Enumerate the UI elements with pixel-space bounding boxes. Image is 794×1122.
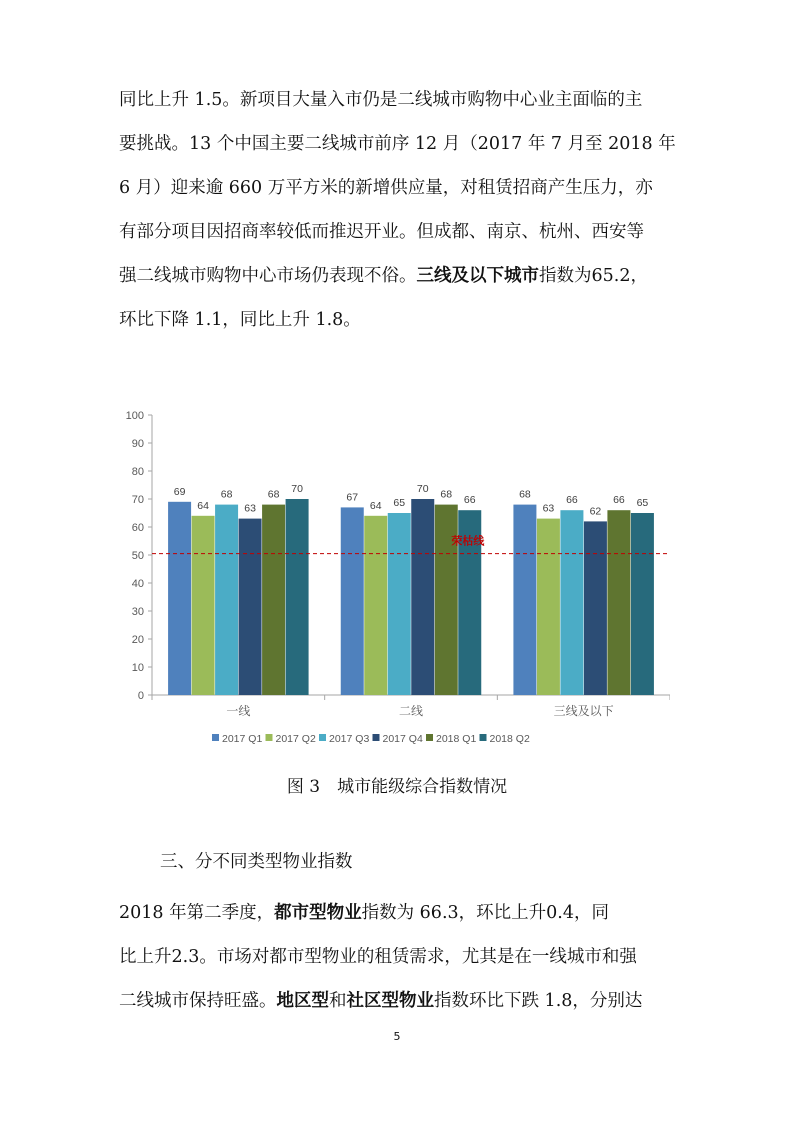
data-label: 63: [542, 502, 555, 515]
city-tier-index-chart: [110, 400, 670, 760]
text-run: 和: [329, 991, 347, 1011]
bar: [537, 519, 560, 695]
text-run: 指数为65.2，: [539, 266, 648, 286]
section-heading: 三、分不同类型物业指数: [160, 852, 353, 872]
paragraph-line: 环比下降 1.1，同比上升 1.8。: [119, 310, 361, 330]
text-run: 2018 年第二季度，: [119, 903, 275, 923]
paragraph-line: 6 月）迎来逾 660 万平方米的新增供应量，对租赁招商产生压力，亦: [119, 178, 653, 198]
legend-swatch: [266, 734, 273, 741]
text-run: 指数环比下跌 1.8，分别达: [434, 991, 643, 1011]
legend-label: 2018 Q2: [489, 733, 530, 745]
text-run: 强二线城市购物中心市场仍表现不俗。: [119, 266, 417, 286]
y-tick-label: 70: [131, 494, 144, 506]
data-label: 68: [267, 488, 280, 501]
data-label: 67: [346, 491, 359, 504]
legend-swatch: [480, 734, 487, 741]
data-label: 62: [589, 505, 602, 518]
bar: [513, 505, 536, 695]
data-label: 68: [519, 488, 531, 501]
bold-term-urban-property: 都市型物业: [274, 903, 362, 923]
body-paragraph-2: [119, 891, 679, 1023]
legend-swatch: [426, 734, 433, 741]
data-label: 70: [416, 483, 429, 495]
x-tick-label: 三线及以下: [553, 704, 614, 718]
bold-term-tier3-cities: 三线及以下城市: [416, 266, 539, 286]
data-label: 66: [463, 494, 476, 507]
y-tick-label: 0: [137, 690, 144, 702]
bar: [168, 502, 191, 695]
bar: [286, 499, 309, 695]
paragraph-line: 有部分项目因招商率较低而推迟开业。但成都、南京、杭州、西安等: [119, 222, 644, 242]
x-tick-label: 二线: [398, 704, 424, 718]
page-number: 5: [393, 1030, 401, 1043]
paragraph-line: 比上升2.3。市场对都市型物业的租赁需求，尤其是在一线城市和强: [119, 947, 637, 967]
paragraph-line: [119, 979, 679, 1023]
y-tick-label: 90: [131, 438, 144, 450]
legend-label: 2017 Q3: [329, 733, 370, 745]
bold-term-regional: 地区型: [276, 991, 329, 1011]
data-label: 65: [636, 497, 649, 509]
data-label: 66: [613, 494, 625, 507]
legend-label: 2017 Q4: [382, 733, 423, 745]
bar: [631, 513, 654, 695]
data-label: 63: [244, 502, 256, 515]
data-label: 68: [440, 488, 453, 501]
paragraph-line: [119, 254, 679, 298]
paragraph-line: 要挑战。13 个中国主要二线城市前序 12 月（2017 年 7 月至 2018 年: [119, 134, 676, 154]
y-tick-label: 40: [131, 578, 144, 590]
y-tick-label: 10: [131, 662, 144, 674]
y-tick-label: 60: [131, 522, 144, 534]
paragraph-line: 同比上升 1.5。新项目大量入市仍是二线城市购物中心业主面临的主: [119, 90, 643, 110]
figure-caption: 图 3 城市能级综合指数情况: [286, 777, 508, 797]
bar: [411, 499, 434, 695]
x-tick-label: 一线: [226, 704, 251, 718]
y-tick-label: 100: [125, 410, 144, 422]
bold-term-community-property: 社区型物业: [346, 991, 434, 1011]
bar: [560, 510, 583, 695]
bar: [364, 516, 387, 695]
bar: [239, 519, 262, 695]
data-label: 68: [220, 488, 233, 501]
text-run: 二线城市保持旺盛。: [119, 991, 277, 1011]
data-label: 66: [566, 494, 578, 507]
bar: [388, 513, 411, 695]
paragraph-line: [119, 891, 679, 935]
legend-swatch: [319, 734, 326, 741]
text-run: 指数为 66.3，环比上升0.4，同: [361, 903, 609, 923]
data-label: 70: [291, 483, 303, 495]
data-label: 69: [173, 485, 186, 498]
legend-swatch: [373, 734, 380, 741]
bar: [341, 507, 364, 695]
bar: [607, 510, 630, 695]
bar: [215, 505, 238, 695]
data-label: 64: [369, 499, 382, 512]
bar: [192, 516, 215, 695]
data-label: 65: [393, 497, 406, 509]
legend-label: 2017 Q1: [222, 733, 263, 745]
body-paragraph-1: [119, 78, 679, 342]
bar: [584, 521, 607, 695]
bar: [262, 505, 285, 695]
bar: [435, 505, 458, 695]
legend-label: 2017 Q2: [275, 733, 316, 745]
legend-swatch: [212, 734, 219, 741]
legend-label: 2018 Q1: [436, 733, 477, 745]
y-tick-label: 80: [131, 466, 144, 478]
y-tick-label: 20: [131, 634, 144, 646]
y-tick-label: 30: [131, 606, 144, 618]
data-label: 64: [197, 499, 209, 512]
reference-line-label: 荣枯线: [451, 535, 485, 548]
y-tick-label: 50: [131, 550, 144, 562]
